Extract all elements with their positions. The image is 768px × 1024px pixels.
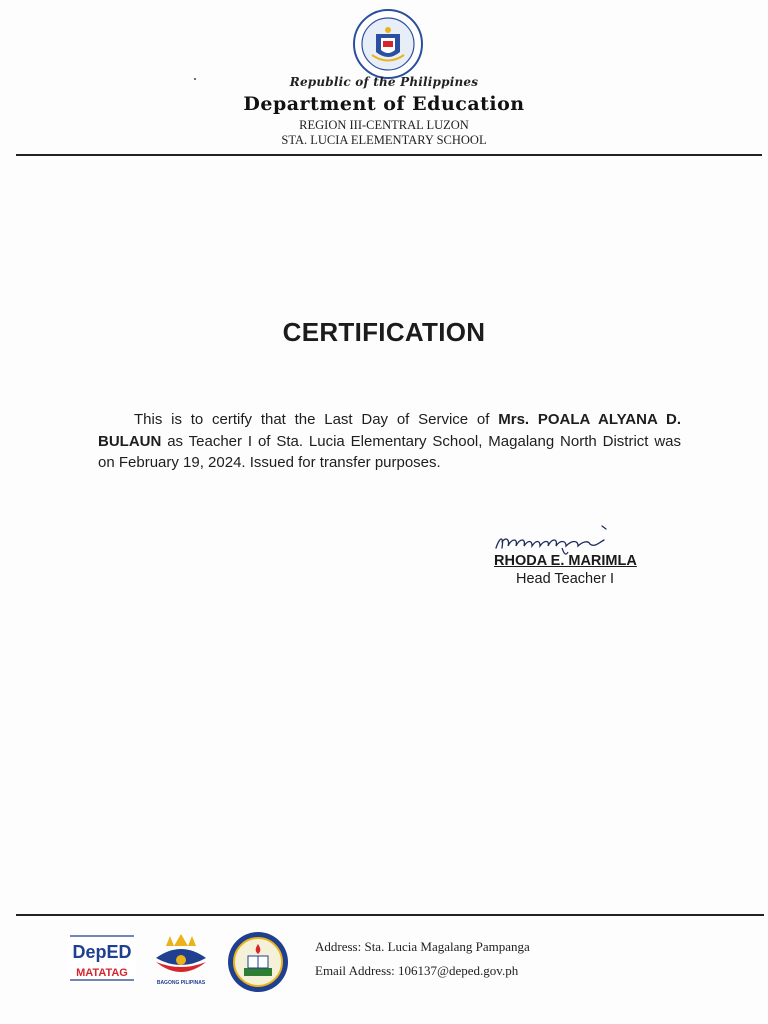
body-text-intro: This is to certify that the Last Day of Service of [134,411,499,428]
signatory-name: RHODA E. MARIMLA [494,553,637,569]
school-line: STA. LUCIA ELEMENTARY SCHOOL [281,133,487,147]
republic-heading: Republic of the Philippines [289,75,479,89]
body-text-rest: as Teacher I of Sta. Lucia Elementary School, Magalang North District was on February 19, 2024. Issued for transfer purposes. [98,432,681,471]
region-line: REGION III-CENTRAL LUZON [299,118,469,132]
header-divider [16,154,762,156]
certification-paragraph [98,409,681,474]
deped-seal-logo [352,8,424,80]
school-seal-logo [226,930,290,994]
document-title: CERTIFICATION [282,317,486,347]
deped-wordmark: DepED [72,942,132,962]
matatag-wordmark: MATATAG [76,967,128,979]
footer-email: Email Address: 106137@deped.gov.ph [315,963,519,978]
department-heading: Department of Education [243,93,525,115]
employee-name: Mrs. POALA ALYANA D. BULAUN [98,411,681,450]
footer-divider [16,914,764,916]
bagong-pilipinas-logo [150,932,212,986]
handwritten-signature [492,518,622,558]
deped-matatag-logo [66,932,138,984]
footer-address: Address: Sta. Lucia Magalang Pampanga [315,939,530,954]
signatory-position: Head Teacher I [516,571,615,587]
bagong-pilipinas-label: BAGONG PILIPINAS [156,980,206,986]
